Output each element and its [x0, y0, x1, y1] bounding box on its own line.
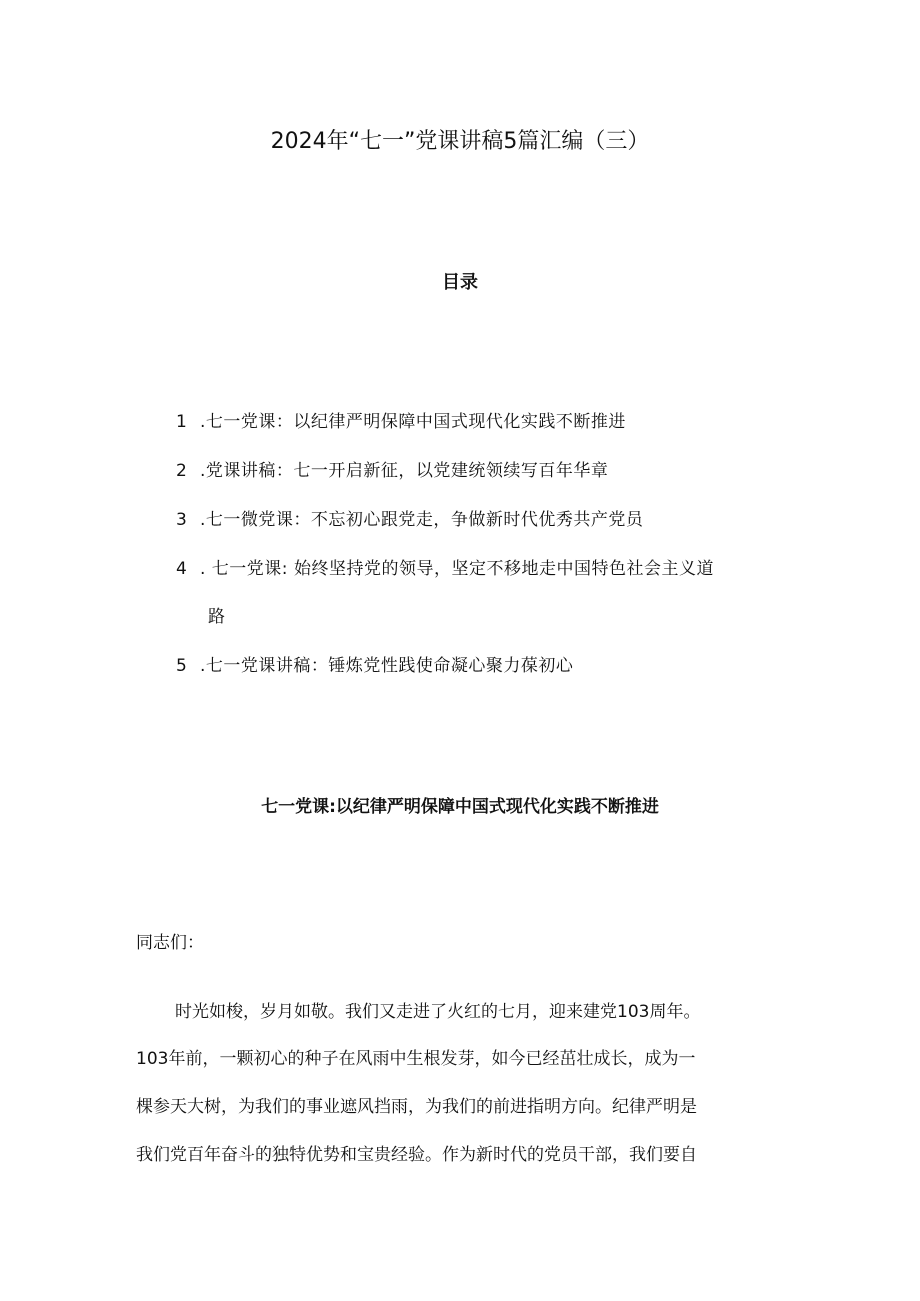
- toc-heading: 目录: [442, 272, 478, 293]
- body-paragraph-line: 103年前，一颗初心的种子在风雨中生根发芽，如今已经茁壮成长，成为一: [136, 1049, 696, 1069]
- document-title: 2024年“七一”党课讲稿5篇汇编（三）: [270, 129, 650, 154]
- toc-item: [176, 505, 643, 535]
- toc-item: [176, 456, 608, 486]
- toc-item: [176, 407, 626, 437]
- toc-item-number: 1: [176, 412, 187, 432]
- body-paragraph-line: 棵参天大树，为我们的事业遮风挡雨，为我们的前进指明方向。纪律严明是: [136, 1097, 697, 1117]
- body-paragraph-line: 时光如梭，岁月如敬。我们又走进了火红的七月，迎来建党103周年。: [175, 1002, 701, 1022]
- toc-item-text: .七一党课讲稿：锤炼党性践使命凝心聚力葆初心: [200, 656, 574, 676]
- body-paragraph-line: 我们党百年奋斗的独特优势和宝贵经验。作为新时代的党员干部，我们要自: [136, 1145, 697, 1165]
- salutation: 同志们：: [136, 933, 204, 953]
- toc-item-number: 4: [176, 559, 187, 579]
- toc-item-number: 2: [176, 461, 187, 481]
- toc-item-number: 5: [176, 656, 187, 676]
- toc-item: [176, 554, 714, 584]
- toc-item-text: .党课讲稿：七一开启新征，以党建统领续写百年华章: [200, 461, 609, 481]
- toc-item-text: . 七一党课: 始终坚持党的领导，坚定不移地走中国特色社会主义道: [200, 559, 714, 579]
- toc-item-number: 3: [176, 510, 187, 530]
- toc-item-text-continuation: 路: [208, 607, 226, 627]
- toc-item-text: .七一微党课：不忘初心跟党走，争做新时代优秀共产党员: [200, 510, 644, 530]
- section-title: 七一党课:以纪律严明保障中国式现代化实践不断推进: [261, 797, 659, 817]
- toc-item-continuation: [208, 602, 226, 632]
- toc-item-text: .七一党课：以纪律严明保障中国式现代化实践不断推进: [200, 412, 626, 432]
- toc-item: [176, 651, 573, 681]
